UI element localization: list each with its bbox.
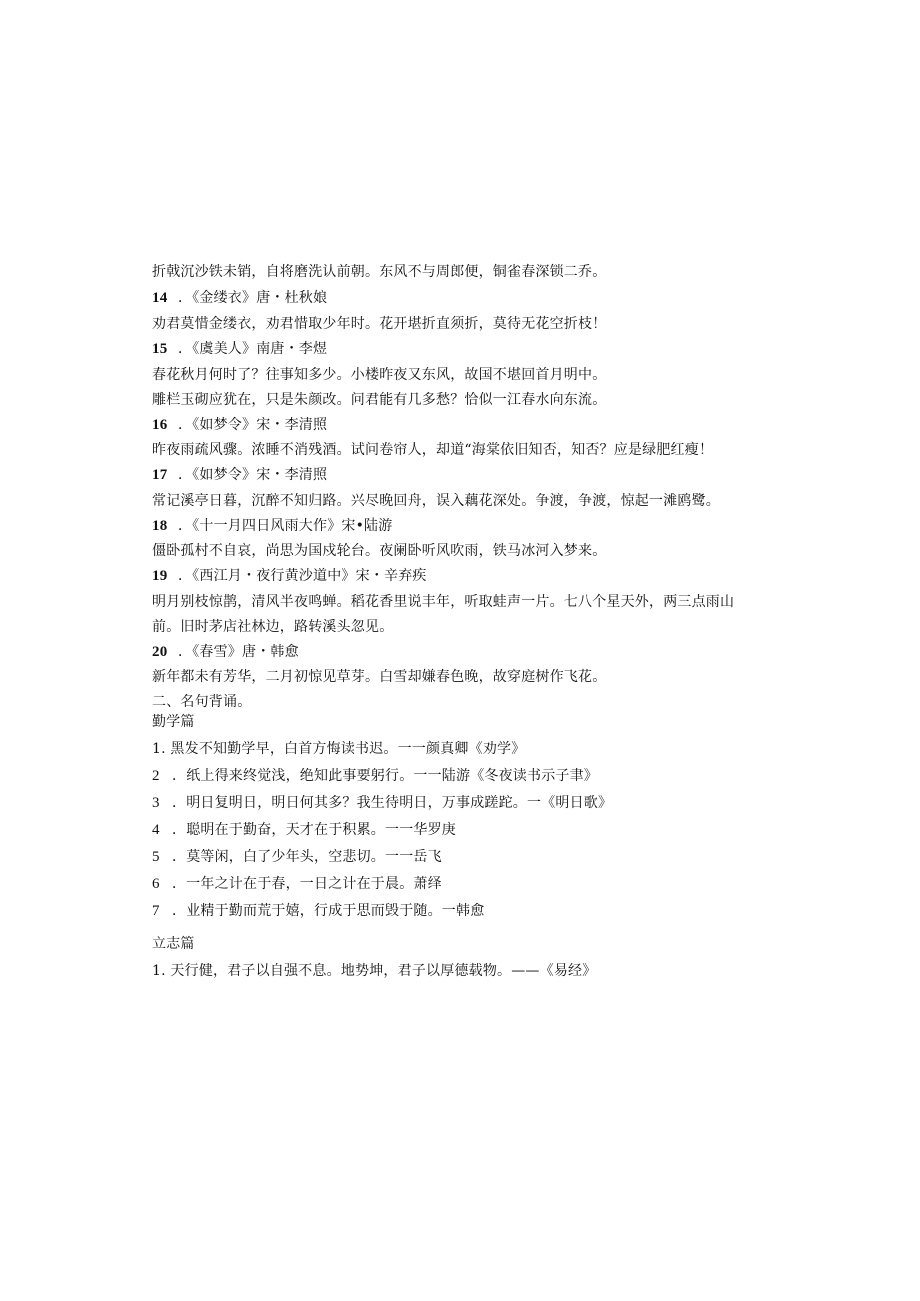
poem-title: ．《春雪》唐・韩愈 xyxy=(178,644,299,660)
diligence-item-6 xyxy=(152,875,442,893)
poem-19-title-line xyxy=(152,567,427,585)
poem-20-title-line xyxy=(152,643,299,661)
poem-number: 18 xyxy=(152,518,168,534)
item-text: ．聪明在于勤奋，天才在于积累。一一华罗庚 xyxy=(172,822,456,838)
poem-number: 16 xyxy=(152,417,168,433)
diligence-item-5 xyxy=(152,848,442,866)
item-number: 1. xyxy=(152,741,166,757)
poem-14-line-1: 劝君莫惜金缕衣，劝君惜取少年时。花开堪折直须折，莫待无花空折枝！ xyxy=(152,316,607,332)
section-2-heading: 二、名句背诵。 xyxy=(152,694,252,710)
item-number: 2 xyxy=(152,768,160,784)
poem-18-line-1: 僵卧孤村不自哀，尚思为国戍轮台。夜阑卧听风吹雨，铁马冰河入梦来。 xyxy=(152,543,607,559)
item-text: ．一年之计在于春，一日之计在于晨。萧绎 xyxy=(172,876,442,892)
poem-number: 15 xyxy=(152,341,168,357)
diligence-item-4 xyxy=(152,821,456,839)
poem-15-line-1: 春花秋月何时了？往事知多少。小楼昨夜又东风，故国不堪回首月明中。 xyxy=(152,367,607,383)
poem-title: ．《金缕衣》唐・杜秋娘 xyxy=(178,290,328,306)
item-number: 6 xyxy=(152,876,160,892)
ambition-item-1 xyxy=(152,962,596,980)
poem-title: ．《西江月・夜行黄沙道中》宋・辛弃疾 xyxy=(178,568,427,584)
poem-16-line-1: 昨夜雨疏风骤。浓睡不消残酒。试问卷帘人，却道“海棠依旧知否，知否？应是绿肥红瘦！ xyxy=(152,442,714,458)
poem-20-line-1: 新年都未有芳华，二月初惊见草芽。白雪却嫌春色晚，故穿庭树作飞花。 xyxy=(152,669,607,685)
diligence-item-1 xyxy=(152,740,525,758)
poem-number: 19 xyxy=(152,568,168,584)
poem-17-title-line xyxy=(152,466,327,484)
item-text: 天行健，君子以自强不息。地势坤，君子以厚德载物。——《易经》 xyxy=(170,963,597,979)
item-number: 7 xyxy=(152,903,160,919)
ambition-heading: 立志篇 xyxy=(152,936,195,952)
poem-number: 20 xyxy=(152,644,168,660)
poem-title: ．《如梦令》宋・李清照 xyxy=(178,467,328,483)
item-text: ．明日复明日，明日何其多？我生待明日，万事成蹉跎。一《明日歌》 xyxy=(172,795,613,811)
item-text: ．莫等闲，白了少年头，空悲切。一一岳飞 xyxy=(172,849,442,865)
diligence-item-3 xyxy=(152,794,612,812)
poem-number: 14 xyxy=(152,290,168,306)
item-text: ．纸上得来终觉浅，绝知此事要躬行。一一陆游《冬夜读书示子聿》 xyxy=(172,768,598,784)
poem-19-line-1: 明月别枝惊鹊，清风半夜鸣蝉。稻花香里说丰年，听取蛙声一片。七八个星天外，两三点雨山 xyxy=(152,594,735,610)
poem-17-line-1: 常记溪亭日暮，沉醉不知归路。兴尽晚回舟，误入藕花深处。争渡，争渡，惊起一滩鸥鹭。 xyxy=(152,493,720,509)
poem-18-title-line xyxy=(152,517,392,535)
poem-15-line-2: 雕栏玉砌应犹在，只是朱颜改。问君能有几多愁？恰似一江春水向东流。 xyxy=(152,392,607,408)
item-number: 5 xyxy=(152,849,160,865)
poem-15-title-line xyxy=(152,340,327,358)
diligence-heading: 勤学篇 xyxy=(152,714,195,730)
poem-title: ．《十一月四日风雨大作》宋•陆游 xyxy=(178,518,393,534)
item-text: ．业精于勤而荒于嬉，行成于思而毁于随。一韩愈 xyxy=(172,903,485,919)
poem-14-title-line xyxy=(152,289,327,307)
poem-19-line-2: 前。旧时茅店社林边，路转溪头忽见。 xyxy=(152,619,394,635)
poem-title: ．《虞美人》南唐・李煜 xyxy=(178,341,328,357)
poem-13-line: 折戟沉沙铁未销，自将磨洗认前朝。东风不与周郎便，铜雀春深锁二乔。 xyxy=(152,264,607,280)
diligence-item-7 xyxy=(152,902,484,920)
poem-title: ．《如梦令》宋・李清照 xyxy=(178,417,328,433)
item-number: 4 xyxy=(152,822,160,838)
diligence-item-2 xyxy=(152,767,598,785)
poem-number: 17 xyxy=(152,467,168,483)
item-text: 黑发不知勤学早，白首方悔读书迟。一一颜真卿《劝学》 xyxy=(170,741,526,757)
item-number: 3 xyxy=(152,795,160,811)
poem-16-title-line xyxy=(152,416,327,434)
item-number: 1. xyxy=(152,963,166,979)
